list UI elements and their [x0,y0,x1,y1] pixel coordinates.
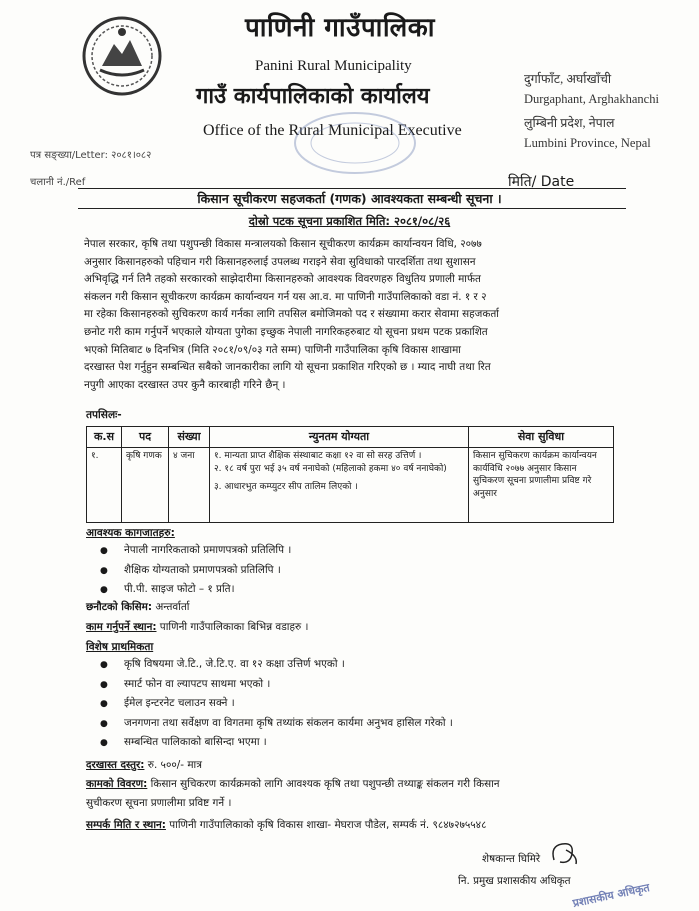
body-line: नेपाल सरकार, कृषि तथा पशुपन्छी विकास मन्त्रालयको किसान सूचीकरण कार्यक्रम कार्यान्वयन विधि, २०७७ [84,238,482,250]
list-item: ● नेपाली नागरिकताको प्रमाणपत्रको प्रतिलिपि । [100,541,291,561]
cell-post: कृषि गणक [122,448,169,523]
stamp-text: प्रशासकीय अधिकृत [571,881,651,910]
fee-label: दरखास्त दस्तुर: [86,759,145,771]
tapsil-label: तपसिलः- [86,409,122,421]
municipality-title-en: Panini Rural Municipality [255,58,412,74]
address-line: दुर्गाफाँट, अर्घाखाँची [524,72,612,86]
list-item: ● ईमेल इन्टरनेट चलाउन सक्ने । [100,694,453,714]
government-emblem-icon [80,14,164,98]
cell-facility: किसान सुचिकरण कार्यक्रम कार्यान्वयन कार्यविधि २०७७ अनुसार किसान सुचिकरण सूचना प्रणालीमा प्रविष्ट गरे अनुसार [469,448,614,523]
body-line: मा रहेका किसानहरुको सुचिकरण कार्य गर्नका लागि तपसिल बमोजिमको पद र संख्यामा करार सेवामा सहजकर्ता [84,308,499,321]
list-item: ● कृषि विषयमा जे.टि., जे.टि.ए. वा १२ कक्षा उत्तिर्ण भएको । [100,655,453,675]
list-item: ● जनगणना तथा सर्वेक्षण वा विगतमा कृषि तथ्यांक संकलन कार्यमा अनुभव हासिल गरेको । [100,714,453,734]
workplace-label: काम गर्नुपर्ने स्थान: [86,621,157,633]
table-header-row [87,427,614,448]
office-stamp [290,108,420,178]
notice-heading: किसान सूचीकरण सहजकर्ता (गणक) आवश्यकता सम्बन्धी सूचना । [197,191,502,206]
reference-number: चलानी नं./Ref [30,177,86,188]
body-line: संकलन गरी किसान सूचीकरण कार्यक्रम कार्यान्वयन गर्न यस आ.व. मा पाणिनी गाउँपालिकाको वडा नं. १ र २ [84,290,487,303]
body-line: दरखास्त पेश गर्नुहुन सम्बन्धित सबैको जानकारीका लागि यो सूचना प्रकाशित गरिएको छ । म्याद नाघी तथा रित [84,361,491,374]
date-label: मिति/ Date [508,174,575,190]
list-item: ● स्मार्ट फोन वा ल्यापटप साथमा भएको । [100,675,453,695]
cell-qualification [210,448,469,523]
divider [78,208,626,209]
column-header: सेवा सुविधा [469,427,614,448]
work-label: कामको विवरण: [86,778,148,790]
notice-subheading: दोस्रो पटक सूचना प्रकाशित मिति: २०८१/०८/२६ [248,214,451,228]
column-header: क.स [87,427,122,448]
address-line: Lumbini Province, Nepal [524,136,651,150]
office-title-np: गाउँ कार्यपालिकाको कार्यालय [196,84,430,109]
work-line-2: सुचीकरण सूचना प्रणालीमा प्रविष्ट गर्ने । [86,797,232,809]
divider [78,188,626,189]
work-line [86,777,500,791]
cell-sn: १. [87,448,122,523]
column-header: पद [122,427,169,448]
column-header: संख्या [169,427,210,448]
workplace-value: पाणिनी गाउँपालिकाका बिभिन्न वडाहरु । [156,621,309,633]
letter-number: पत्र सङ्ख्या/Letter: २०८१।०८२ [30,150,152,161]
work-value: किसान सुचिकरण कार्यक्रमको लागि आवश्यक कृषि तथा पशुपन्छी तथ्याङ्क संकलन गरी किसान [147,778,500,790]
priority-label: विशेष प्राथमिकता [86,641,154,653]
municipality-title-np: पाणिनी गाउँपालिका [245,13,435,43]
vacancy-table [86,426,614,523]
qualification-item: ३. आधारभुत कम्प्युटर सीप तालिम लिएको । [214,482,358,492]
list-item: ● पी.पी. साइज फोटो – १ प्रति। [100,580,291,600]
office-title-en: Office of the Rural Municipal Executive [203,122,462,139]
selection-line [86,600,189,614]
documents-label: आवश्यक कागजातहरु: [86,527,175,539]
address-line: Durgaphant, Arghakhanchi [524,92,659,106]
cell-count: ४ जना [169,448,210,523]
body-line: भएको मितिबाट ७ दिनभित्र (मिति २०८१/०९/०३ गते सम्म) पाणिनी गाउँपालिका कृषि विकास शाखामा [84,343,461,356]
table-row [87,448,614,523]
signature [548,838,582,868]
selection-label: छनौटको किसिम: [86,601,153,613]
signatory-name: शेषकान्त घिमिरे [482,853,541,865]
address-line: लुम्बिनी प्रदेश, नेपाल [524,116,615,130]
contact-value: पाणिनी गाउँपालिकाको कृषि विकास शाखा- मेघराज पौडेल, सम्पर्क नं. ९८४७२७५५४८ [165,819,487,831]
fee-line [86,758,202,772]
column-header: न्युनतम योग्यता [210,427,469,448]
selection-value: अन्तर्वार्ता [152,601,190,613]
qualification-item: २. १८ वर्ष पुरा भई ३५ वर्ष ननाघेको (महिलाको हकमा ४० वर्ष ननाघेको) [214,463,447,474]
documents-list [100,541,291,600]
qualification-item: १. मान्यता प्राप्त शैक्षिक संस्थाबाट कक्षा १२ वा सो सरह उत्तिर्ण । [214,451,422,461]
signatory-title: नि. प्रमुख प्रशासकीय अधिकृत [458,875,571,887]
body-line: अभिवृद्धि गर्न तिनै तहको सरकारको साझेदारीमा किसानहरुको आवश्यक विवरणहरु विधुतिय प्रणाली मार्फत [84,273,481,286]
body-line: अनुसार किसानहरुको पहिचान गरी किसानहरुलाई उपलब्ध गराइने सेवा सुविधाको पारदर्शिता तथा सुशासन [84,255,476,268]
notice-body [84,236,614,394]
list-item: ● सम्बन्धित पालिकाको बासिन्दा भएमा । [100,733,453,753]
workplace-line [86,620,308,634]
list-item: ● शैक्षिक योग्यताको प्रमाणपत्रको प्रतिलिपि । [100,561,291,581]
priority-list [100,655,453,753]
contact-label: सम्पर्क मिति र स्थान: [86,819,166,831]
fee-value: रु. ५००/- मात्र [144,759,202,771]
body-line: नपुगी आएका दरखास्त उपर कुनै कारबाही गरिने छैन् । [84,378,286,391]
contact-line [86,818,487,832]
body-line: छनोट गरी काम गर्नुपर्ने भएकाले योग्यता पुगेका इच्छुक नेपाली नागरिकहरुबाट यो सूचना प्रथम पटक प्रकाशित [84,325,488,338]
